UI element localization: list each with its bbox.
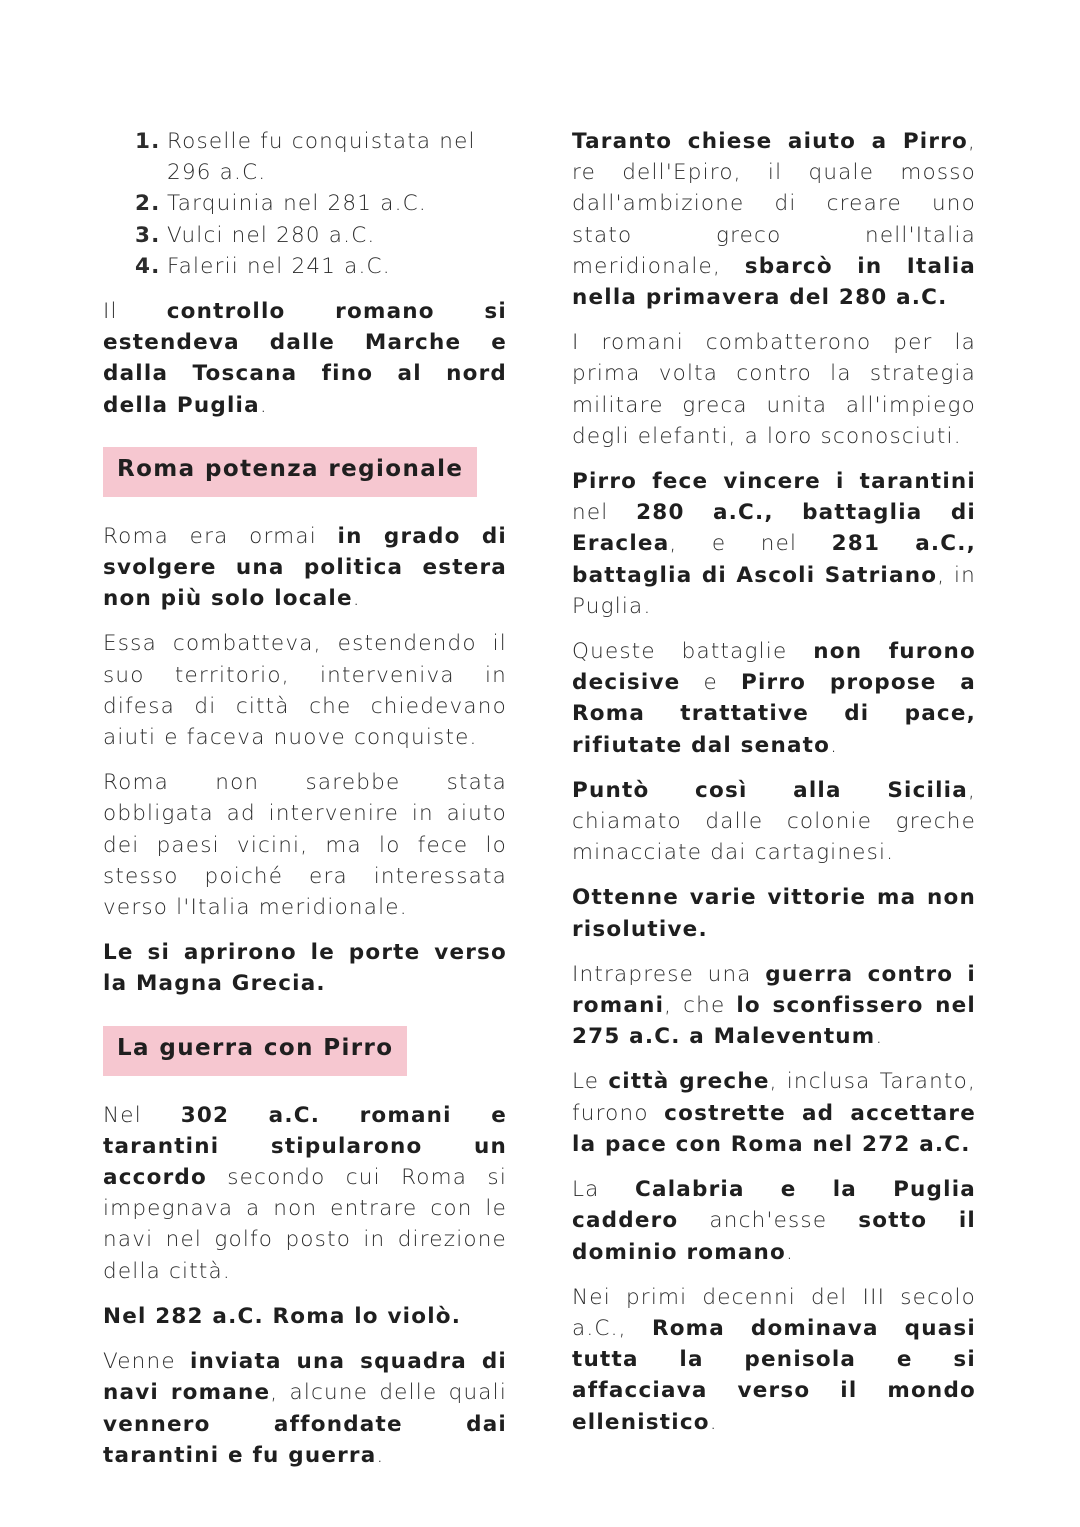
paragraph: Queste battaglie non furono decisive e Pirro propose a Roma trattative di pace, rifiutate dal senato. [572,639,977,758]
right-column [572,126,976,1452]
list-item: 2. Tarquinia nel 281 a.C. [135,191,427,217]
paragraph: Taranto chiese aiuto a Pirro, re dell'Epiro, il quale mosso dall'ambizione di creare uno stato greco nell'Italia meridionale, sbarcò in Italia nella primavera del 280 a.C. [572,129,977,311]
list-item: 3. Vulci nel 280 a.C. [135,222,376,248]
paragraph: Nel 302 a.C. romani e tarantini stipularono un accordo secondo cui Roma si impegnava a non entrare con le navi nel golfo posto in direzione della città. [103,1102,507,1284]
paragraph: Pirro fece vincere i tarantini nel 280 a.C., battaglia di Eraclea, e nel 281 a.C., battaglia di Ascoli Satriano, in Puglia. [572,469,977,619]
paragraph: Puntò così alla Sicilia, chiamato dalle colonie greche minacciate dai cartaginesi. [572,777,976,866]
paragraph: Roma non sarebbe stata obbligata ad intervenire in aiuto dei paesi vicini, ma lo fece lo stesso poiché era interessata verso l'Italia meridionale. [103,770,507,921]
list-item: 1. Roselle fu conquistata nel 296 a.C. [135,129,476,186]
paragraph: Le città greche, inclusa Taranto, furono costrette ad accettare la pace con Roma nel 272 a.C. [572,1069,977,1157]
paragraph: Nei primi decenni del III secolo a.C., Roma dominava quasi tutta la penisola e si affacciava verso il mondo ellenistico. [572,1284,976,1435]
paragraph: Le si aprirono le porte verso la Magna Grecia. [103,940,507,997]
paragraph: Il controllo romano si estendeva dalle Marche e dalla Toscana fino al nord della Puglia. [103,299,507,418]
paragraph: Venne inviata una squadra di navi romane, alcune delle quali vennero affondate dai tarantini e fu guerra. [103,1349,507,1468]
section-heading-roma-potenza-regionale: Roma potenza regionale [103,447,477,497]
paragraph: Essa combatteva, estendendo il suo territorio, interveniva in difesa di città che chiedevano aiuti e faceva nuove conquiste. [103,631,507,751]
paragraph: Roma era ormai in grado di svolgere una politica estera non più solo locale. [103,523,507,612]
paragraph: Ottenne varie vittorie ma non risolutive. [572,885,976,942]
list-item: 4. Falerii nel 241 a.C. [135,253,391,279]
paragraph: La Calabria e la Puglia caddero anch'esse sotto il dominio romano. [572,1177,976,1265]
paragraph: Intraprese una guerra contro i romani, che lo sconfissero nel 275 a.C. a Maleventum. [572,961,976,1050]
conquest-list [103,126,507,282]
left-column [103,126,507,1485]
paragraph: I romani combatterono per la prima volta contro la strategia militare greca unita all'impiego degli elefanti, a loro sconosciuti. [572,330,976,449]
paragraph: Nel 282 a.C. Roma lo violò. [103,1303,462,1329]
section-heading-guerra-con-pirro: La guerra con Pirro [103,1026,407,1076]
